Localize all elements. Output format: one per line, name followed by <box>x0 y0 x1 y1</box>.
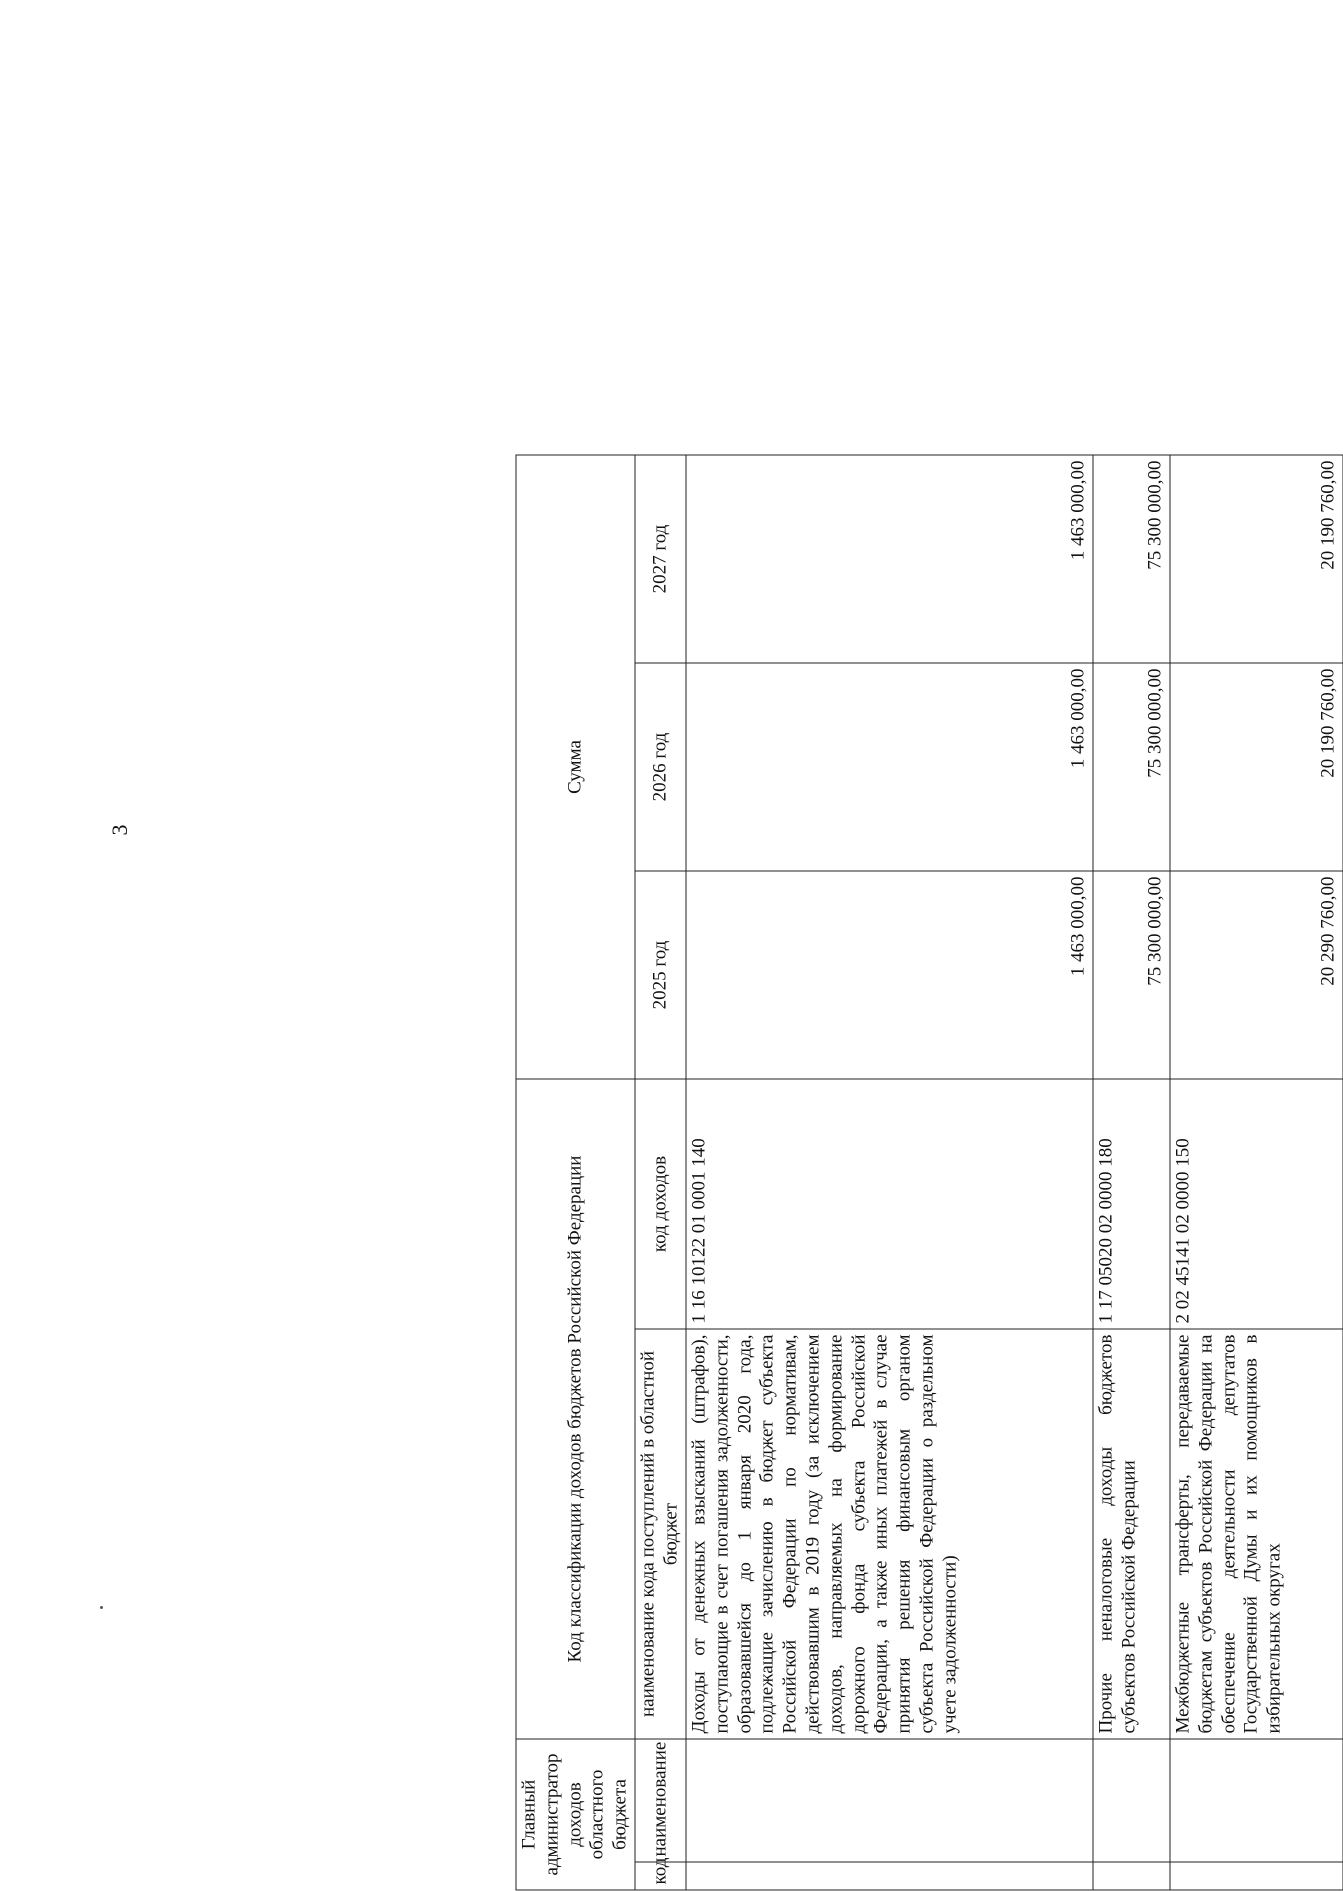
cell-kod <box>1169 1862 1342 1890</box>
header-year-2026: 2026 год <box>634 663 685 871</box>
header-income-code: код доходов <box>634 1079 685 1329</box>
cell-2027: 1 463 000,00 <box>685 455 1092 663</box>
cell-2027: 75 300 000,00 <box>1092 455 1169 663</box>
cell-code: 2 02 45141 02 0000 150 <box>1169 1079 1342 1329</box>
cell-description: Прочие неналоговые доходы бюджетов субъектов Российской Федерации <box>1092 1329 1169 1739</box>
cell-naimenovanie <box>1092 1739 1169 1862</box>
cell-code: 1 17 05020 02 0000 180 <box>1092 1079 1169 1329</box>
scan-dot <box>100 1606 103 1609</box>
cell-kod <box>685 1862 1092 1890</box>
header-admin-code: код <box>634 1862 685 1890</box>
table-row <box>685 455 1092 1890</box>
header-row-2 <box>634 455 685 1890</box>
table-row <box>1092 455 1169 1890</box>
header-row-1 <box>516 455 635 1890</box>
header-classification-group: Код классификации доходов бюджетов Российской Федерации <box>516 1079 635 1739</box>
cell-2026: 1 463 000,00 <box>685 663 1092 871</box>
header-year-2027: 2027 год <box>634 455 685 663</box>
page-number: 3 <box>107 824 132 836</box>
cell-naimenovanie <box>1169 1739 1342 1862</box>
cell-2027: 20 190 760,00 <box>1169 455 1342 663</box>
cell-code: 1 16 10122 01 0001 140 <box>685 1079 1092 1329</box>
cell-2025: 20 290 760,00 <box>1169 871 1342 1079</box>
header-admin-name: наименование <box>634 1739 685 1862</box>
table-row <box>1169 455 1342 1890</box>
header-sum-group: Сумма <box>516 455 635 1079</box>
header-year-2025: 2025 год <box>634 871 685 1079</box>
cell-2025: 1 463 000,00 <box>685 871 1092 1079</box>
cell-2026: 20 190 760,00 <box>1169 663 1342 871</box>
rotated-table-stage <box>515 456 1339 1891</box>
cell-description: Межбюджетные трансферты, передаваемые бюджетам субъектов Российской Федерации на обеспечение деятельности депутатов Государственной Думы и их помощников в избирательных округах <box>1169 1329 1342 1739</box>
cell-naimenovanie <box>685 1739 1092 1862</box>
cell-description: Доходы от денежных взысканий (штрафов), поступающие в счет погашения задолженности, образовавшейся до 1 января 2020 года, подлежащие зачислению в бюджет субъекта Российской Федерации по нормативам, действовавшим в 2019 году (за исключением доходов, направляемых на формирование дорожного фонда субъекта Российской Федерации, а также иных платежей в случае принятия решения финансовым органом субъекта Российской Федерации о раздельном учете задолженности) <box>685 1329 1092 1739</box>
revenue-table <box>515 454 1343 1890</box>
header-admin-group: Главный администратор доходов областного бюджета <box>516 1739 635 1890</box>
cell-kod <box>1092 1862 1169 1890</box>
cell-2026: 75 300 000,00 <box>1092 663 1169 871</box>
cell-2025: 75 300 000,00 <box>1092 871 1169 1079</box>
header-income-name: наименование кода поступлений в областной бюджет <box>634 1329 685 1739</box>
